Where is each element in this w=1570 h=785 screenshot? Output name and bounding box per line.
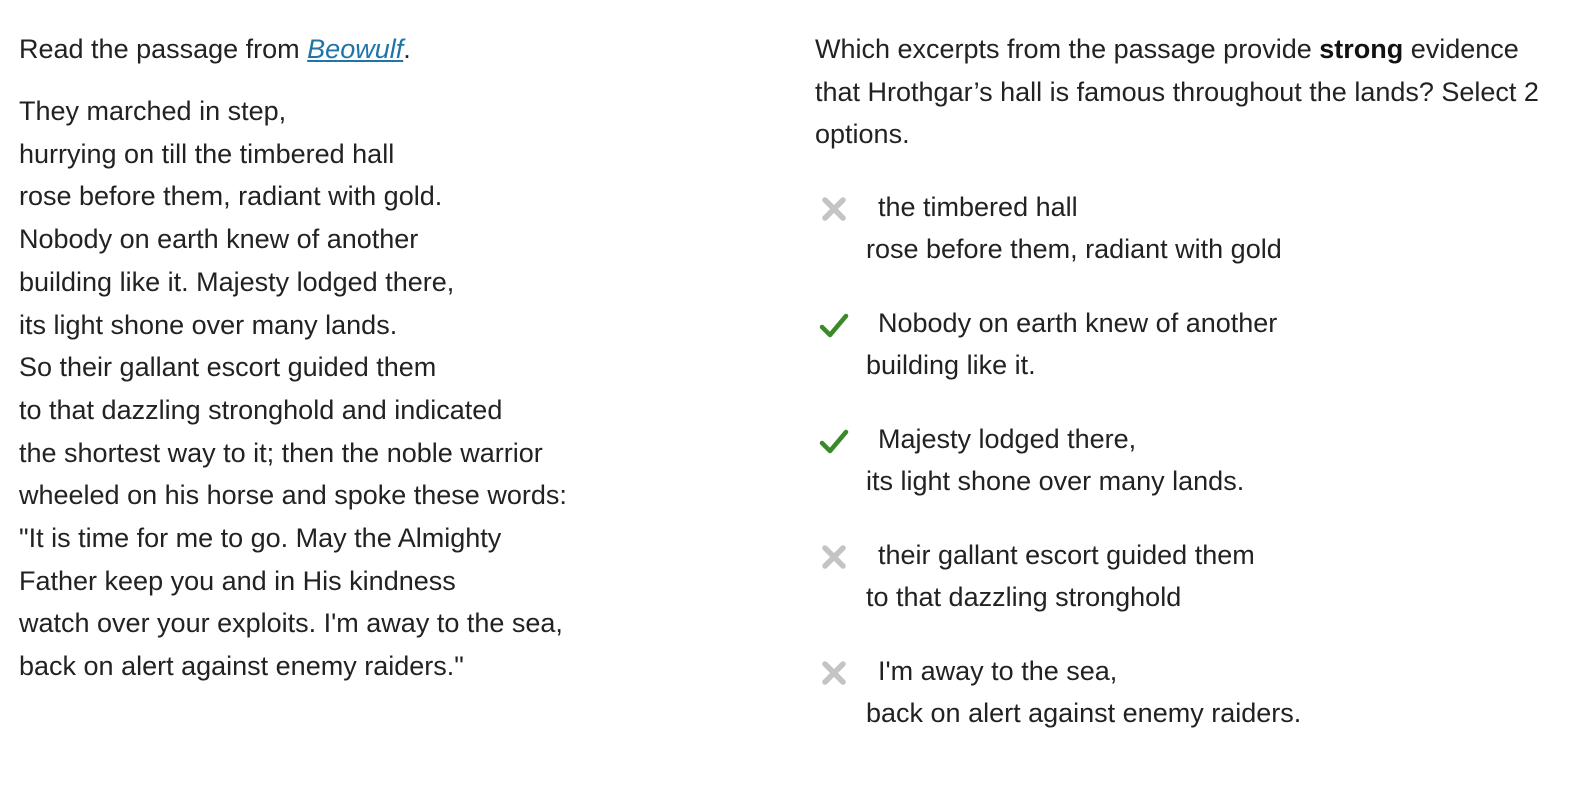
poem-text [19, 90, 779, 688]
question-bold-word: strong [1319, 34, 1404, 64]
check-icon [819, 426, 849, 456]
poem-line: the shortest way to it; then the noble warrior [19, 437, 543, 468]
question-text [815, 28, 1560, 156]
x-icon [819, 658, 849, 688]
option-line-1: Majesty lodged there, [878, 423, 1137, 454]
poem-line: hurrying on till the timbered hall [19, 138, 395, 169]
question-text-before: Which excerpts from the passage provide [815, 34, 1320, 64]
option-line-2: building like it. [866, 350, 1036, 380]
check-icon [819, 310, 849, 340]
poem-line: "It is time for me to go. May the Almighty [19, 523, 502, 554]
question-panel [815, 28, 1560, 766]
x-icon [819, 194, 849, 224]
option-line-2: its light shone over many lands. [866, 466, 1245, 496]
poem-line: Nobody on earth knew of another [19, 224, 419, 255]
answer-option[interactable] [815, 186, 1560, 271]
option-line-2: rose before them, radiant with gold [866, 234, 1282, 264]
answer-option[interactable] [815, 302, 1560, 387]
intro-suffix: . [403, 34, 411, 64]
poem-line: to that dazzling stronghold and indicated [19, 394, 503, 425]
answer-option[interactable] [815, 650, 1560, 735]
option-line-2: to that dazzling stronghold [866, 582, 1182, 612]
passage-panel [19, 28, 779, 688]
poem-line: wheeled on his horse and spoke these words: [19, 480, 567, 511]
poem-line: its light shone over many lands. [19, 309, 398, 340]
answer-option[interactable] [815, 534, 1560, 619]
option-line-1: Nobody on earth knew of another [878, 307, 1278, 338]
option-line-1: their gallant escort guided them [878, 539, 1255, 570]
poem-line: So their gallant escort guided them [19, 352, 437, 383]
option-line-1: I'm away to the sea, [878, 655, 1118, 686]
option-line-1: the timbered hall [878, 191, 1078, 222]
x-icon [819, 542, 849, 572]
poem-line: building like it. Majesty lodged there, [19, 266, 455, 297]
beowulf-link[interactable]: Beowulf [307, 34, 404, 64]
poem-line: rose before them, radiant with gold. [19, 181, 443, 212]
answer-option[interactable] [815, 418, 1560, 503]
poem-line: back on alert against enemy raiders." [19, 651, 464, 682]
passage-intro [19, 28, 779, 71]
answer-options [815, 186, 1560, 735]
poem-line: Father keep you and in His kindness [19, 565, 456, 596]
poem-line: They marched in step, [19, 96, 287, 126]
option-line-2: back on alert against enemy raiders. [866, 698, 1302, 728]
poem-line: watch over your exploits. I'm away to the sea, [19, 608, 563, 639]
intro-prefix: Read the passage from [19, 34, 308, 64]
question-text-after: evidence that Hrothgar’s hall is famous throughout the lands? Select 2 options. [815, 34, 1539, 149]
